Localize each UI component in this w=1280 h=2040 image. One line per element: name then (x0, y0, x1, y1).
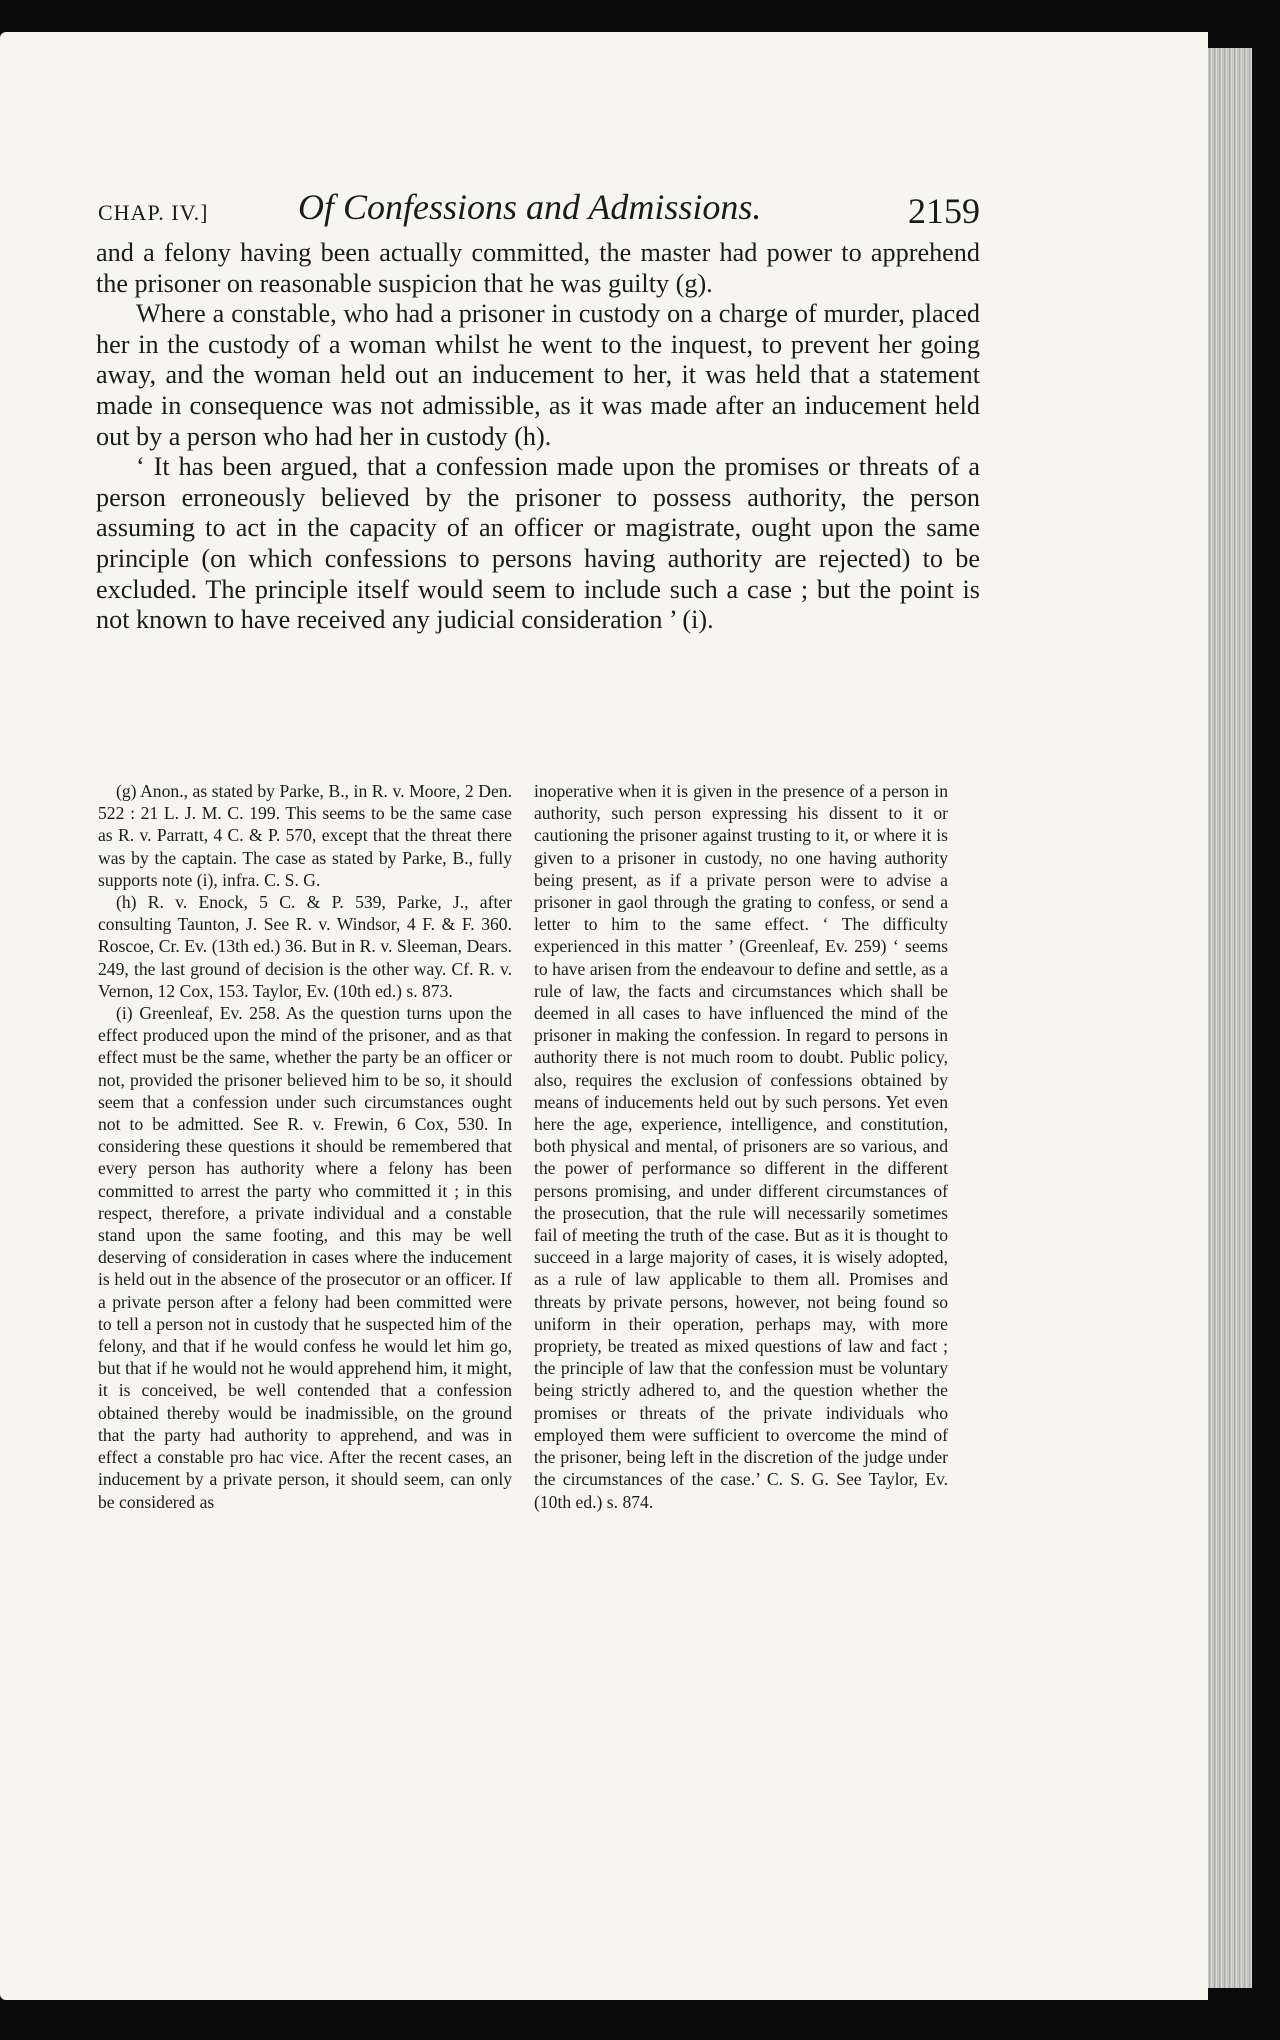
footnote-g: (g) Anon., as stated by Parke, B., in R. v. Moore, 2 Den. 522 : 21 L. J. M. C. 199. This seems to be the same case as R. v. Parratt, 4 C. & P. 570, except that the threat there was by the captain. The case as stated by Parke, B., fully supports note (i), infra. C. S. G. (98, 781, 512, 890)
chapter-label: CHAP. IV.] (98, 200, 209, 225)
footnote-column-right (534, 780, 948, 1513)
paragraph: ‘ It has been argued, that a confession made upon the promises or threats of a person erroneously believed by the prisoner to possess authority, the person assuming to act in the capacity of an officer or magistrate, ought upon the same principle (on which confessions to persons having authority are rejected) to be excluded. The principle itself would seem to include such a case ; but the point is not known to have received any judicial consideration ’ (i). (96, 452, 980, 635)
page-number: 2159 (908, 191, 980, 231)
footnote-column-left (98, 780, 512, 1513)
footnote-i-continued: inoperative when it is given in the presence of a person in authority, such person expressing his dissent to it or cautioning the prisoner against trusting to it, or where it is given to a prisoner in custody, no one having authority being present, as if a private person were to advise a prisoner in gaol through the grating to confess, or send a letter to him to the same effect. ‘ The difficulty experienced in this matter ’ (Greenleaf, Ev. 259) ‘ seems to have arisen from the endeavour to define and settle, as a rule of law, the facts and circumstances which shall be deemed in all cases to have influenced the mind of the prisoner in making the confession. In regard to persons in authority there is not much room to doubt. Public policy, also, requires the exclusion of confessions obtained by means of inducements held out by such persons. Yet even here the age, experience, intelligence, and constitution, both physical and mental, of prisoners are so various, and the power of performance so different in the different persons promising, and under different circumstances of the prosecution, that the rule will necessarily sometimes fail of meeting the truth of the case. But as it is thought to succeed in a large majority of cases, it is wisely adopted, as a rule of law applicable to them all. Promises and threats by private persons, however, not being found so uniform in their operation, perhaps may, with more propriety, be treated as mixed questions of law and fact ; the principle of law that the confession must be voluntary being strictly adhered to, and the question whether the promises or threats of the private individuals who employed them were sufficient to overcome the mind of the prisoner, being left in the discretion of the judge under the circumstances of the case.’ C. S. G. See Taylor, Ev. (10th ed.) s. 874. (534, 781, 948, 1512)
page-edges (1208, 48, 1252, 1988)
footnote-i: (i) Greenleaf, Ev. 258. As the question turns upon the effect produced upon the mind of the prisoner, and as that effect must be the same, whether the party be an officer or not, provided the prisoner believed him to be so, it should seem that a confession under such circumstances ought not to be admitted. See R. v. Frewin, 6 Cox, 530. In considering these questions it should be remembered that every person has authority where a felony has been committed to arrest the party who committed it ; in this respect, therefore, a private individual and a constable stand upon the same footing, and this may be well deserving of consideration in cases where the inducement is held out in the absence of the prosecutor or an officer. If a private person after a felony had been committed were to tell a person not in custody that he suspected him of the felony, and that if he would confess he would let him go, but that if he would not he would apprehend him, it might, it is conceived, be well contended that a confession obtained thereby would be inadmissible, on the ground that the party had authority to apprehend, and was in effect a constable pro hac vice. After the recent cases, an inducement by a private person, it should seem, can only be considered as (98, 1003, 512, 1512)
running-header (98, 186, 980, 242)
main-text (96, 238, 980, 636)
paragraph: and a felony having been actually committed, the master had power to apprehend the prisoner on reasonable suspicion that he was guilty (g). (96, 238, 980, 298)
footnote-h: (h) R. v. Enock, 5 C. & P. 539, Parke, J., after consulting Taunton, J. See R. v. Windsor, 4 F. & F. 360. Roscoe, Cr. Ev. (13th ed.) 36. But in R. v. Sleeman, Dears. 249, the last ground of decision is the other way. Cf. R. v. Vernon, 12 Cox, 153. Taylor, Ev. (10th ed.) s. 873. (98, 892, 512, 1001)
running-title: Of Confessions and Admissions. (298, 187, 762, 227)
paragraph: Where a constable, who had a prisoner in custody on a charge of murder, placed her in the custody of a woman whilst he went to the inquest, to prevent her going away, and the woman held out an inducement to her, it was held that a statement made in consequence was not admissible, as it was made after an inducement held out by a person who had her in custody (h). (96, 299, 980, 451)
